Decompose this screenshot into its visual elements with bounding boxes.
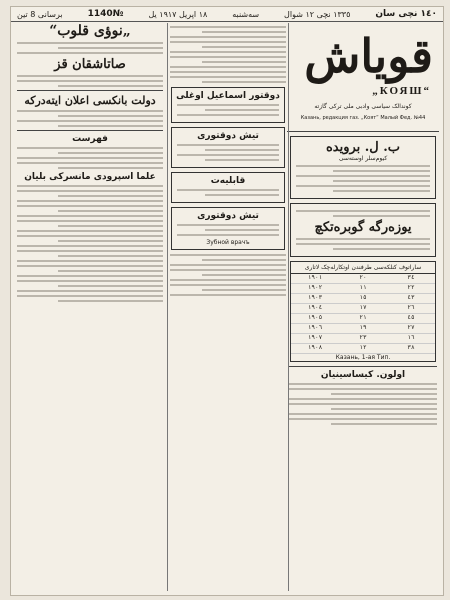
table-row <box>291 294 435 304</box>
table-cell: ١٦ <box>407 334 415 341</box>
midwife-ad-title: قابلیەت <box>210 176 246 186</box>
weekday: سەشنبە <box>232 9 260 19</box>
table-cell: ١٢ <box>359 344 367 351</box>
dentist-ad-2-title: تیش دوقتوری <box>197 211 259 221</box>
dentist-ad-2 <box>171 207 285 250</box>
table-cell: ١٧ <box>359 304 367 311</box>
year-issue: ١٤٠ نچی سان <box>375 9 437 19</box>
table-row <box>291 344 435 354</box>
ad-title: ب. ل. برویدە <box>325 140 401 155</box>
lottery-table <box>290 261 436 362</box>
masthead <box>287 23 439 132</box>
table-cell: ١١ <box>359 284 367 291</box>
gregorian-date: ١٨ اپریل ١٩١٧ یل <box>148 9 208 19</box>
midwife-ad <box>171 172 285 203</box>
headline-new-hearts: „نوؤی قلوب“ <box>49 23 131 39</box>
middle-column <box>167 23 289 591</box>
table-cell: ١٩٠٨ <box>307 344 323 351</box>
masthead-subtitle: کوندالک سیاسی وادبی ملی ترکی گازتە <box>314 103 412 110</box>
table-cell: ٢٢ <box>407 284 415 291</box>
table-cell: ٢٠ <box>359 274 367 281</box>
doctor-ad <box>171 87 285 123</box>
headline-lost-girl: صاتاشقان قز <box>54 57 126 72</box>
notice-title: یوزەرگە گوبرەتکچ <box>314 220 412 235</box>
left-column <box>15 23 165 591</box>
table-title: ساراتوف کنلکەسی طرفندن اوتکارلەچک لاتاری <box>291 262 435 274</box>
hijri-date: ١٣٣٥ نچی ١٢ شوال <box>284 9 351 19</box>
table-cell: ١٩٠١ <box>307 274 323 281</box>
table-row <box>291 274 435 284</box>
table-cell: ٤٣ <box>407 294 415 301</box>
table-cell: ١٩٠٢ <box>307 284 323 291</box>
issue-header <box>11 7 443 22</box>
masthead-title-ru: „КОЯШ“ <box>372 85 431 97</box>
table-cell: ٣٤ <box>407 274 415 281</box>
table-row <box>291 284 435 294</box>
bottom-heading: اولون. کیساسینیان <box>320 370 406 380</box>
price: برسانی 8 تین <box>17 9 63 19</box>
dentist-ad <box>171 127 285 168</box>
table-cell: ٣٨ <box>407 344 415 351</box>
right-column <box>287 23 439 591</box>
brodie-advertisement <box>290 136 436 199</box>
table-cell: ٢٦ <box>407 304 415 311</box>
table-cell: ١٩٠٥ <box>307 314 323 321</box>
table-cell: ١٩ <box>359 324 367 331</box>
table-cell: ١٩٠٣ <box>307 294 323 301</box>
scholars-heading: علما اسپرودی مانسرکی بلیان <box>24 172 156 182</box>
dentist-ad-title: تیش دوقتوری <box>197 131 259 141</box>
table-cell: ١٩٠٦ <box>307 324 323 331</box>
table-row <box>291 304 435 314</box>
table-cell: ١٩٠٤ <box>307 304 323 311</box>
table-row <box>291 314 435 324</box>
table-cell: ٤٥ <box>407 314 415 321</box>
masthead-logo: قویاش <box>304 29 433 83</box>
masthead-address: Казань, редакция газ. „Коят“ Малый Фед. №44 <box>300 115 426 121</box>
table-cell: ١٩٠٧ <box>307 334 323 341</box>
doctor-ad-title: دوقتور اسماعیل اوغلی <box>176 91 280 101</box>
issue-number: №1140 <box>87 9 124 19</box>
ad-subtitle: کیوم‌سلر اوسته‌سی <box>338 155 388 162</box>
headline-state-bank: دولت بانکسی اعلان ایتەدرکە <box>24 94 156 107</box>
table-cell: ٢١ <box>359 314 367 321</box>
table-row <box>291 334 435 344</box>
notice-box <box>290 203 436 257</box>
table-body <box>291 274 435 354</box>
contents-heading: فهرست <box>72 134 108 144</box>
table-cell: ٢٧ <box>407 324 415 331</box>
table-cell: ٢٣ <box>359 334 367 341</box>
table-row <box>291 324 435 334</box>
table-cell: ١٥ <box>359 294 367 301</box>
table-footer: Казань, 1-ая Тип. <box>335 354 391 361</box>
newspaper-page <box>10 6 444 596</box>
dentist-sign: Зубной врачъ <box>206 239 250 246</box>
